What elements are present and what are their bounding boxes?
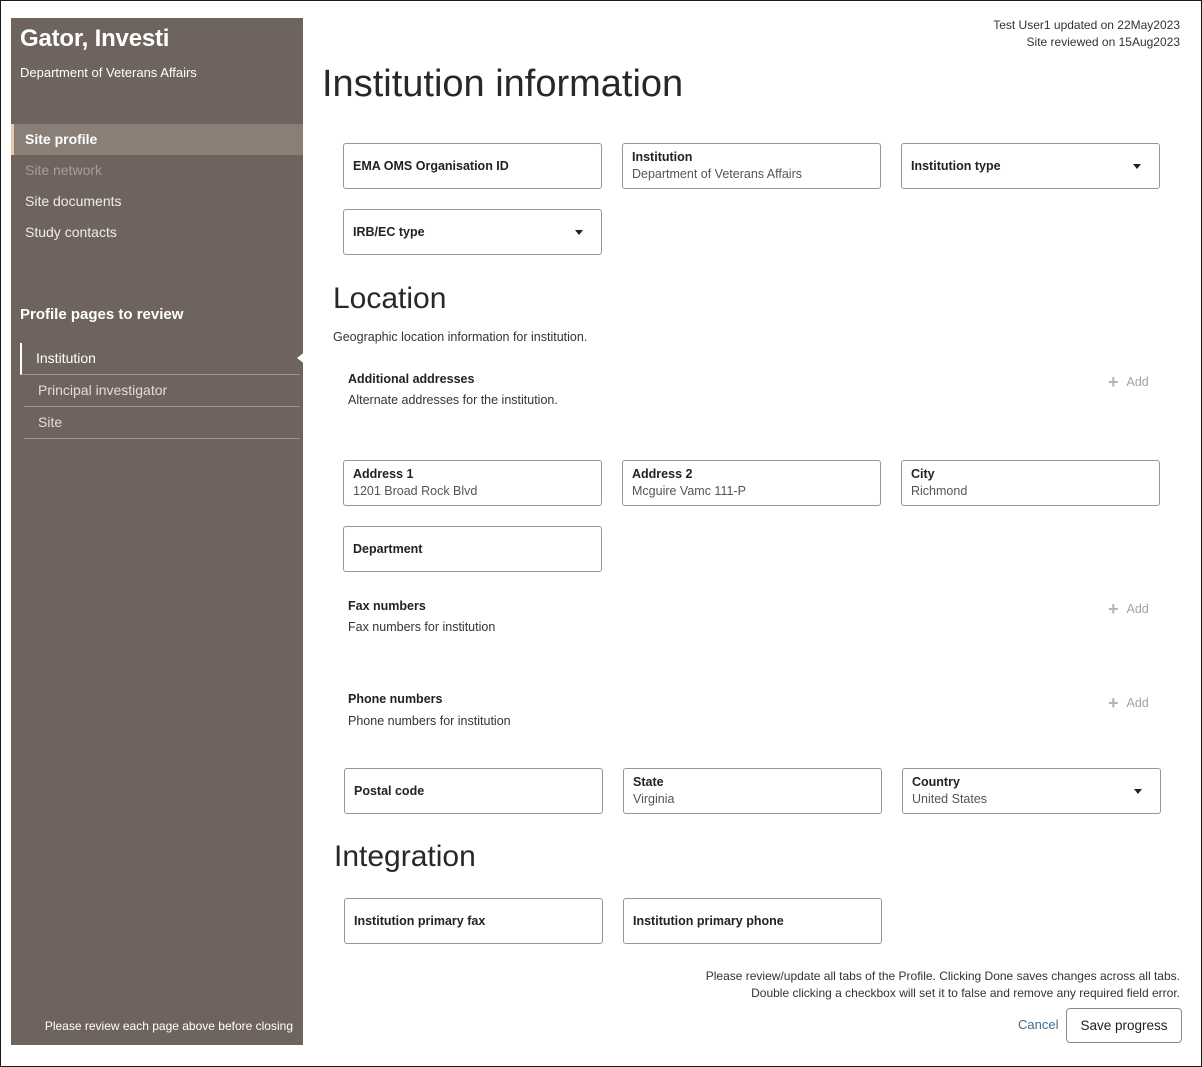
chevron-down-icon (1133, 164, 1141, 169)
field-value: 1201 Broad Rock Blvd (353, 484, 478, 498)
plus-icon: + (1108, 599, 1119, 619)
field-label: Institution primary fax (354, 914, 486, 928)
add-label: Add (1126, 696, 1149, 710)
sidebar-item-study-contacts[interactable]: Study contacts (25, 224, 117, 240)
fax-numbers-description: Fax numbers for institution (348, 620, 496, 634)
field-label: Country (912, 775, 960, 789)
fax-numbers-label: Fax numbers (348, 599, 426, 613)
postal-code-field[interactable] (344, 768, 603, 814)
irb-ec-type-select[interactable] (343, 209, 602, 255)
institution-field[interactable] (622, 143, 881, 189)
state-field[interactable] (623, 768, 882, 814)
sidebar-nav (11, 124, 303, 248)
additional-addresses-description: Alternate addresses for the institution. (348, 393, 558, 407)
plus-icon: + (1108, 372, 1119, 392)
review-page-site[interactable]: Site (24, 407, 300, 439)
page-title: Institution information (322, 63, 684, 105)
ema-oms-field[interactable] (343, 143, 602, 189)
location-heading: Location (333, 282, 447, 315)
field-label: Address 1 (353, 467, 414, 481)
review-page-principal-investigator[interactable]: Principal investigator (24, 375, 300, 407)
add-phone-button[interactable] (1108, 693, 1149, 714)
caret-left-icon (297, 351, 306, 365)
footer-note (706, 968, 1180, 1002)
sidebar-footer-note: Please review each page above before closing (44, 1019, 293, 1033)
field-value: Richmond (911, 484, 968, 498)
review-page-institution[interactable] (20, 343, 300, 375)
reviewed-text: Site reviewed on 15Aug2023 (1026, 35, 1180, 49)
footer-note-line1: Please review/update all tabs of the Profile. Clicking Done saves changes across all tabs. (705, 969, 1180, 983)
save-progress-button[interactable]: Save progress (1066, 1008, 1182, 1043)
sidebar-item-site-profile[interactable]: Site profile (11, 124, 303, 155)
field-label: Institution type (911, 159, 1001, 173)
field-label: Department (353, 542, 423, 556)
location-description: Geographic location information for institution. (333, 330, 588, 344)
primary-phone-field[interactable] (623, 898, 882, 944)
phone-numbers-label: Phone numbers (348, 692, 443, 706)
add-fax-button[interactable] (1108, 599, 1149, 620)
country-select[interactable] (902, 768, 1161, 814)
add-label: Add (1126, 375, 1149, 389)
field-label: Institution primary phone (633, 914, 784, 928)
field-value: United States (912, 792, 988, 806)
user-name: Gator, Investi (20, 25, 170, 52)
city-field[interactable] (901, 460, 1160, 506)
user-department: Department of Veterans Affairs (20, 65, 197, 80)
review-page-list (20, 343, 300, 439)
field-value: Virginia (633, 792, 675, 806)
updated-text: Test User1 updated on 22May2023 (993, 18, 1180, 32)
footer-note-line2: Double clicking a checkbox will set it to false and remove any required field error. (751, 986, 1180, 1000)
field-label: Institution (632, 150, 693, 164)
sidebar (11, 18, 303, 1045)
sidebar-item-site-documents[interactable]: Site documents (25, 193, 122, 209)
field-value: Department of Veterans Affairs (632, 167, 803, 181)
field-value: Mcguire Vamc 111-P (632, 484, 746, 498)
field-label: State (633, 775, 664, 789)
integration-heading: Integration (334, 840, 476, 873)
chevron-down-icon (1134, 789, 1142, 794)
field-label: City (911, 467, 935, 481)
field-label: Address 2 (632, 467, 693, 481)
update-meta (993, 17, 1180, 51)
additional-addresses-label: Additional addresses (348, 372, 475, 386)
field-label: Postal code (354, 784, 425, 798)
add-address-button[interactable] (1108, 372, 1149, 393)
review-page-label: Institution (36, 350, 96, 366)
plus-icon: + (1108, 693, 1119, 713)
chevron-down-icon (575, 230, 583, 235)
phone-numbers-description: Phone numbers for institution (348, 714, 511, 728)
field-label: EMA OMS Organisation ID (353, 159, 509, 173)
institution-type-select[interactable] (901, 143, 1160, 189)
sidebar-item-site-network: Site network (25, 162, 103, 178)
field-label: IRB/EC type (353, 225, 425, 239)
address2-field[interactable] (622, 460, 881, 506)
add-label: Add (1126, 602, 1149, 616)
primary-fax-field[interactable] (344, 898, 603, 944)
review-section-title: Profile pages to review (20, 306, 184, 323)
cancel-link[interactable]: Cancel (1018, 1017, 1059, 1032)
address1-field[interactable] (343, 460, 602, 506)
department-field[interactable] (343, 526, 602, 572)
